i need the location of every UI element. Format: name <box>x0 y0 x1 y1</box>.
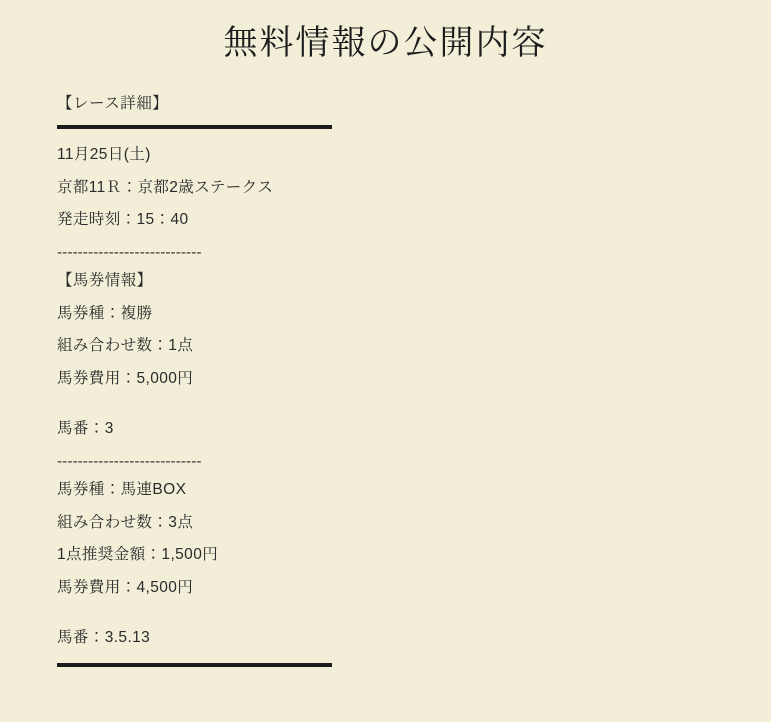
bottom-divider <box>57 663 332 667</box>
spacer-2 <box>57 612 771 630</box>
horse-numbers-1: 馬番：3 <box>57 420 114 438</box>
ticket-combination-count-1: 組み合わせ数：1点 <box>57 337 194 355</box>
ticket-type-1: 馬券種：複勝 <box>57 304 153 322</box>
race-post-time: 発走時刻：15：40 <box>57 211 189 229</box>
horse-numbers-2: 馬番：3.5.13 <box>57 629 151 647</box>
dashed-divider-1: ---------------------------- <box>57 243 202 261</box>
dashed-divider-2: ---------------------------- <box>57 452 202 470</box>
ticket-cost-1: 馬券費用：5,000円 <box>57 369 194 387</box>
ticket-combination-count-2: 組み合わせ数：3点 <box>57 513 194 531</box>
race-name: 京都11Ｒ：京都2歳ステークス <box>57 178 274 196</box>
spacer-1 <box>57 403 771 421</box>
ticket-info-heading: 【馬券情報】 <box>57 272 153 290</box>
document-body <box>0 66 771 667</box>
page-title: 無料情報の公開内容 <box>223 25 548 62</box>
race-date: 11月25日(土) <box>57 146 151 164</box>
ticket-unit-amount-2: 1点推奨金額：1,500円 <box>57 546 219 564</box>
ticket-type-2: 馬券種：馬連BOX <box>57 481 187 499</box>
race-detail-heading: 【レース詳細】 <box>57 95 169 113</box>
ticket-cost-2: 馬券費用：4,500円 <box>57 578 194 596</box>
heading-underline-divider <box>57 125 332 129</box>
